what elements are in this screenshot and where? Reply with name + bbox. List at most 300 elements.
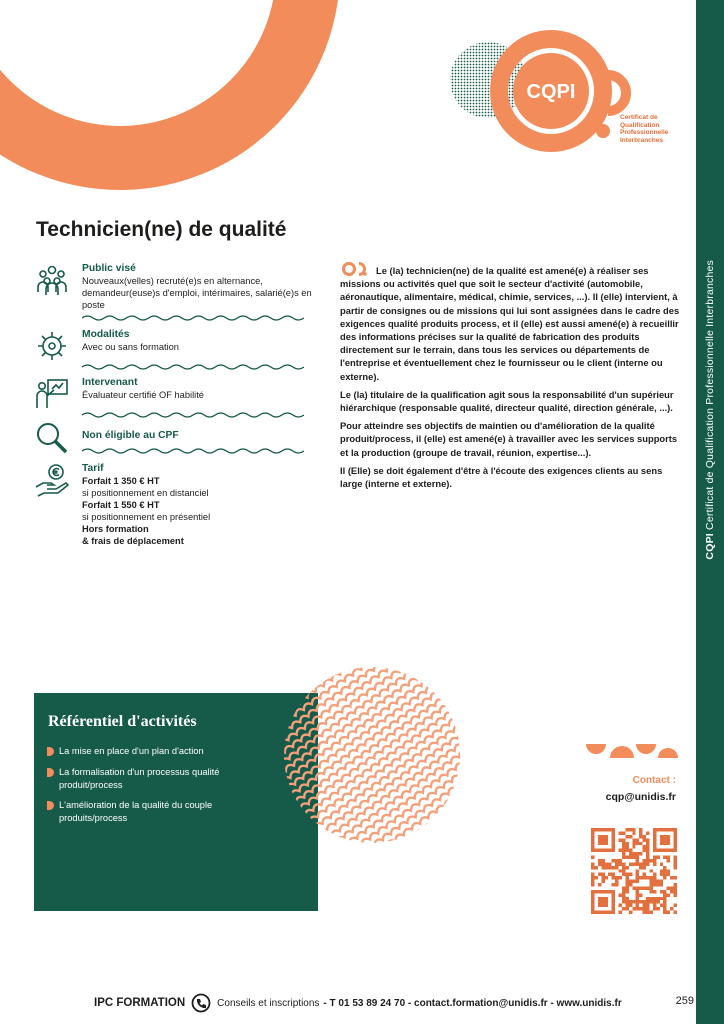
qr-module	[608, 866, 611, 869]
qr-module	[619, 876, 622, 879]
qr-module	[622, 845, 625, 848]
qr-module	[643, 900, 646, 903]
contact-email[interactable]: cqp@unidis.fr	[605, 791, 676, 803]
info-cpf-body	[82, 429, 314, 442]
referentiel-item	[47, 766, 277, 792]
qr-module	[667, 911, 670, 914]
qr-module	[646, 838, 649, 841]
qr-module	[646, 845, 649, 848]
qr-code[interactable]	[591, 828, 677, 914]
qr-module	[636, 900, 639, 903]
qr-module	[612, 876, 615, 879]
qr-module	[660, 897, 663, 900]
qr-module	[653, 904, 656, 907]
intro-paragraph-3: Pour atteindre ses objectifs de maintien ou d'amélioration de la qualité produit/process, il (elle) est amené(e) à travailler avec les services supports et la production (groupe de travail, réunion, expertise...).	[340, 420, 678, 458]
qr-module	[591, 866, 594, 869]
qr-module	[660, 873, 663, 876]
qr-module	[674, 859, 677, 862]
corner-arc-decoration	[0, 0, 340, 190]
qr-module	[646, 886, 649, 889]
qr-module	[663, 900, 666, 903]
qr-module	[653, 873, 656, 876]
referentiel-item-text: La formalisation d'un processus qualité produit/process	[59, 767, 220, 790]
euro-hand-icon	[34, 462, 70, 498]
info-public-heading: Public visé	[82, 263, 136, 274]
qr-module	[622, 866, 625, 869]
qr-module	[636, 852, 639, 855]
qr-module	[632, 886, 635, 889]
qr-module	[591, 876, 594, 879]
qr-module	[636, 904, 639, 907]
qr-module	[646, 904, 649, 907]
qr-module	[643, 845, 646, 848]
qr-module	[636, 842, 639, 845]
qr-module	[646, 876, 649, 879]
qr-module	[649, 900, 652, 903]
qr-module	[625, 880, 628, 883]
qr-module	[612, 859, 615, 862]
qr-module	[605, 866, 608, 869]
footer-conseils: Conseils et inscriptions	[217, 997, 320, 1009]
qr-module	[656, 856, 659, 859]
qr-module	[674, 883, 677, 886]
qr-module	[608, 862, 611, 865]
qr-module	[619, 838, 622, 841]
qr-module	[674, 890, 677, 893]
side-band-text	[696, 30, 724, 790]
qr-module	[625, 866, 628, 869]
qr-module	[663, 856, 666, 859]
intro-paragraph-1: Le (la) technicien(ne) de la qualité est amené(e) à réaliser ses missions ou activités quel que soit le secteur d'activité (automobile, aéronautique, alimentaire, médical, chimie, services, ...). Il (elle) intervient, à partir de consignes ou de missions qui lui sont assignées dans le cadre des exigences qualité produits process, et il (elle) est aussi amené(e) à recueillir des informations précises sur la qualité de fabrication des produits directement sur le terrain, dans tous les services ou départements de l'entreprise et éventuellement chez le fournisseur ou le client (interne ou externe).	[340, 265, 680, 382]
tarif-line: Forfait 1 350 € HT	[82, 476, 160, 486]
qr-module	[622, 849, 625, 852]
qr-module	[601, 876, 604, 879]
qr-module	[639, 893, 642, 896]
qr-module	[663, 893, 666, 896]
qr-module	[632, 852, 635, 855]
qr-module	[622, 852, 625, 855]
footer-brand: IPC FORMATION	[94, 997, 186, 1009]
qr-module	[663, 876, 666, 879]
qr-module	[639, 900, 642, 903]
qr-module	[625, 900, 628, 903]
qr-module	[625, 883, 628, 886]
wave-divider	[82, 447, 304, 455]
info-cpf-heading: Non éligible au CPF	[82, 430, 179, 441]
intro-paragraph-4: Il (Elle) se doit également d'être à l'écoute des exigences clients au sens large (interne et externe).	[340, 464, 663, 490]
qr-module	[605, 862, 608, 865]
qr-module	[619, 831, 622, 834]
qr-module	[632, 838, 635, 841]
qr-module	[619, 911, 622, 914]
qr-module	[632, 900, 635, 903]
qr-module	[622, 831, 625, 834]
qr-module	[643, 873, 646, 876]
qr-module	[625, 849, 628, 852]
qr-module	[605, 876, 608, 879]
logo-line: Certificat de	[620, 114, 658, 121]
qr-module	[622, 893, 625, 896]
qr-module	[632, 828, 635, 831]
qr-module	[653, 880, 656, 883]
qr-module	[643, 838, 646, 841]
qr-module	[625, 876, 628, 879]
qr-module	[625, 897, 628, 900]
qr-module	[674, 866, 677, 869]
qr-module	[663, 897, 666, 900]
logo-line: Qualification	[620, 121, 660, 129]
qr-module	[663, 911, 666, 914]
qr-module	[625, 856, 628, 859]
referentiel-item-text: L'amélioration de la qualité du couple produits/process	[59, 800, 213, 823]
qr-module	[622, 886, 625, 889]
qr-module	[622, 862, 625, 865]
qr-module	[615, 880, 618, 883]
qr-module	[646, 831, 649, 834]
tarif-line: Hors formation	[82, 524, 149, 534]
qr-module	[646, 859, 649, 862]
qr-module	[601, 880, 604, 883]
qr-module	[639, 866, 642, 869]
qr-module	[612, 873, 615, 876]
qr-module	[636, 907, 639, 910]
qr-module	[639, 835, 642, 838]
qr-module	[622, 869, 625, 872]
qr-module	[643, 907, 646, 910]
qr-module	[653, 890, 656, 893]
qr-module	[646, 856, 649, 859]
qr-module	[667, 893, 670, 896]
qr-module	[670, 886, 673, 889]
qr-module	[660, 883, 663, 886]
qr-module	[667, 869, 670, 872]
info-modalites	[34, 328, 314, 368]
info-intervenant	[34, 376, 314, 416]
qr-module	[632, 907, 635, 910]
qr-module	[643, 849, 646, 852]
qr-module	[653, 907, 656, 910]
qr-module	[670, 890, 673, 893]
phone-circle-icon	[191, 993, 211, 1013]
qr-module	[591, 873, 594, 876]
qr-module	[646, 900, 649, 903]
qr-module	[674, 862, 677, 865]
referentiel-title: Référentiel d'activités	[48, 713, 197, 730]
tarif-line: si positionnement en présentiel	[82, 512, 211, 522]
qr-module	[601, 862, 604, 865]
qr-module	[622, 856, 625, 859]
qr-module	[667, 859, 670, 862]
qr-module	[598, 873, 601, 876]
qr-module	[667, 873, 670, 876]
info-public-text: Nouveaux(velles) recruté(e)s en alternance, demandeur(euse)s d'emploi, intérimaires, salarié(e)s en poste	[82, 276, 312, 310]
bullet-icon	[47, 768, 54, 777]
info-tarif-body	[82, 462, 314, 547]
qr-module	[594, 876, 597, 879]
info-public-body	[82, 262, 314, 311]
qr-module	[619, 869, 622, 872]
qr-module	[615, 883, 618, 886]
intro-paragraph-2: Le (la) titulaire de la qualification agit sous la responsabilité d'un supérieur hiérarchique (responsable qualité, directeur qualité, direction générale, ...).	[340, 388, 674, 414]
info-modalites-text: Avec ou sans formation	[82, 342, 179, 352]
qr-module	[653, 859, 656, 862]
qr-module	[639, 862, 642, 865]
qr-module	[632, 845, 635, 848]
footer-details[interactable]: - T 01 53 89 24 70 - contact.formation@unidis.fr - www.unidis.fr	[323, 997, 622, 1009]
qr-module	[656, 883, 659, 886]
qr-module	[598, 859, 601, 862]
qr-module	[594, 866, 597, 869]
qr-module	[667, 856, 670, 859]
qr-module	[619, 849, 622, 852]
qr-module	[643, 859, 646, 862]
wave-divider	[82, 363, 304, 371]
qr-module	[639, 907, 642, 910]
qr-module	[663, 866, 666, 869]
qr-module	[619, 862, 622, 865]
info-public	[34, 262, 314, 322]
qr-module	[625, 828, 628, 831]
qr-module	[646, 911, 649, 914]
info-tarif	[34, 462, 314, 552]
logo-line: Interbranches	[620, 136, 663, 144]
wave-divider	[82, 314, 304, 322]
qr-module	[639, 886, 642, 889]
qr-module	[601, 873, 604, 876]
qr-module	[653, 897, 656, 900]
side-band-label: Certificat de Qualification Professionnelle Interbranches	[704, 260, 716, 531]
qr-module	[649, 880, 652, 883]
qr-module	[646, 862, 649, 865]
qr-module	[674, 876, 677, 879]
qr-module	[629, 856, 632, 859]
qr-module	[649, 869, 652, 872]
side-band-prefix: CQPI	[704, 533, 716, 560]
qr-module	[608, 873, 611, 876]
qr-module	[625, 845, 628, 848]
presenter-icon	[34, 376, 70, 412]
qr-module	[660, 890, 663, 893]
qr-module	[619, 859, 622, 862]
qr-module	[619, 893, 622, 896]
referentiel-item	[47, 745, 277, 758]
qr-module	[656, 907, 659, 910]
tarif-line: Forfait 1 550 € HT	[82, 500, 160, 510]
qr-module	[639, 852, 642, 855]
qr-module	[656, 900, 659, 903]
qr-module	[656, 880, 659, 883]
qr-module	[629, 880, 632, 883]
qr-module	[649, 890, 652, 893]
qr-module	[598, 862, 601, 865]
qr-module	[674, 893, 677, 896]
info-intervenant-text: Évaluateur certifié OF habilité	[82, 390, 204, 400]
qr-module	[670, 876, 673, 879]
qr-module	[619, 904, 622, 907]
page-title: Technicien(ne) de qualité	[36, 218, 287, 241]
qr-module	[625, 873, 628, 876]
qr-module	[663, 907, 666, 910]
magnifier-icon	[34, 420, 70, 456]
qr-module	[629, 828, 632, 831]
qr-module	[632, 831, 635, 834]
gears-icon	[34, 328, 70, 364]
qr-module	[660, 869, 663, 872]
qr-module	[625, 907, 628, 910]
qr-module	[674, 904, 677, 907]
qr-module	[649, 911, 652, 914]
info-modalites-heading: Modalités	[82, 329, 130, 340]
qr-module	[646, 897, 649, 900]
qr-module	[639, 876, 642, 879]
contact-wave-decoration	[584, 740, 679, 764]
qr-module	[636, 897, 639, 900]
qr-module	[656, 897, 659, 900]
info-intervenant-heading: Intervenant	[82, 377, 138, 388]
qr-module	[660, 862, 663, 865]
qr-module	[636, 869, 639, 872]
qr-module	[639, 828, 642, 831]
qr-module	[591, 883, 594, 886]
qr-module	[663, 869, 666, 872]
qr-module	[615, 876, 618, 879]
page-number: 259	[675, 995, 694, 1007]
bullet-icon	[47, 801, 54, 810]
qr-module	[653, 900, 656, 903]
qr-module	[636, 859, 639, 862]
qr-module	[629, 835, 632, 838]
qr-module	[653, 856, 656, 859]
qr-module	[629, 904, 632, 907]
qr-module	[646, 907, 649, 910]
qr-module	[625, 886, 628, 889]
qr-module	[639, 842, 642, 845]
info-intervenant-body	[82, 376, 314, 401]
qr-module	[622, 897, 625, 900]
qr-module	[615, 859, 618, 862]
tarif-line: & frais de déplacement	[82, 536, 184, 546]
qr-module	[632, 862, 635, 865]
logo-wordmark: CQPI	[526, 81, 576, 103]
qr-module	[643, 862, 646, 865]
qr-module	[646, 849, 649, 852]
qr-module	[632, 880, 635, 883]
qr-module	[629, 873, 632, 876]
qr-module	[625, 842, 628, 845]
qr-module	[629, 849, 632, 852]
qr-module	[649, 886, 652, 889]
qr-module	[632, 856, 635, 859]
qr-module	[591, 856, 594, 859]
qr-module	[660, 904, 663, 907]
info-tarif-heading: Tarif	[82, 463, 104, 474]
qr-module	[646, 842, 649, 845]
qr-module	[643, 886, 646, 889]
qr-module	[649, 859, 652, 862]
qr-module	[622, 842, 625, 845]
logo-caption	[620, 114, 700, 144]
qr-module	[601, 866, 604, 869]
qr-module	[629, 900, 632, 903]
qr-module	[636, 893, 639, 896]
qr-module	[615, 862, 618, 865]
qr-module	[625, 890, 628, 893]
footer	[94, 993, 622, 1013]
intro-text	[340, 262, 680, 495]
qr-module	[653, 862, 656, 865]
qr-module	[622, 907, 625, 910]
tarif-line: si positionnement en distanciel	[82, 488, 209, 498]
qr-module	[653, 883, 656, 886]
people-group-icon	[34, 262, 70, 298]
qr-module	[643, 866, 646, 869]
qr-module	[646, 852, 649, 855]
qr-module	[660, 880, 663, 883]
qr-module	[625, 835, 628, 838]
qr-module	[629, 911, 632, 914]
qr-module	[667, 886, 670, 889]
qr-module	[612, 883, 615, 886]
qr-module	[643, 876, 646, 879]
qr-module	[636, 856, 639, 859]
bullet-icon	[47, 747, 54, 756]
qr-module	[615, 866, 618, 869]
qr-module	[625, 904, 628, 907]
qr-module	[629, 852, 632, 855]
qr-module	[636, 862, 639, 865]
qr-module	[591, 862, 594, 865]
referentiel-item-text: La mise en place d'un plan d'action	[59, 746, 204, 756]
qr-module	[636, 890, 639, 893]
referentiel-item	[47, 799, 277, 825]
qr-module	[663, 904, 666, 907]
qr-module	[622, 900, 625, 903]
qr-module	[636, 886, 639, 889]
qr-module	[636, 838, 639, 841]
qr-module	[643, 911, 646, 914]
qr-module	[663, 890, 666, 893]
logo-line: Professionnelle	[620, 129, 669, 136]
qr-module	[670, 907, 673, 910]
qr-module	[636, 880, 639, 883]
qr-module	[629, 862, 632, 865]
qr-module	[601, 859, 604, 862]
contact-label: Contact :	[632, 775, 676, 786]
info-modalites-body	[82, 328, 314, 353]
qr-module	[663, 873, 666, 876]
wavy-disc-decoration	[282, 665, 462, 845]
cqpi-mini-logo-icon	[340, 262, 370, 276]
qr-module	[653, 876, 656, 879]
qr-module	[674, 911, 677, 914]
qr-module	[612, 866, 615, 869]
qr-module	[649, 876, 652, 879]
qr-module	[636, 876, 639, 879]
qr-module	[622, 838, 625, 841]
qr-module	[649, 897, 652, 900]
qr-module	[591, 880, 594, 883]
qr-module	[629, 883, 632, 886]
wave-divider	[82, 411, 304, 419]
qr-module	[622, 890, 625, 893]
qr-module	[632, 842, 635, 845]
qr-module	[598, 883, 601, 886]
qr-module	[649, 883, 652, 886]
qr-module	[636, 873, 639, 876]
qr-module	[643, 904, 646, 907]
qr-module	[674, 856, 677, 859]
qr-module	[622, 873, 625, 876]
